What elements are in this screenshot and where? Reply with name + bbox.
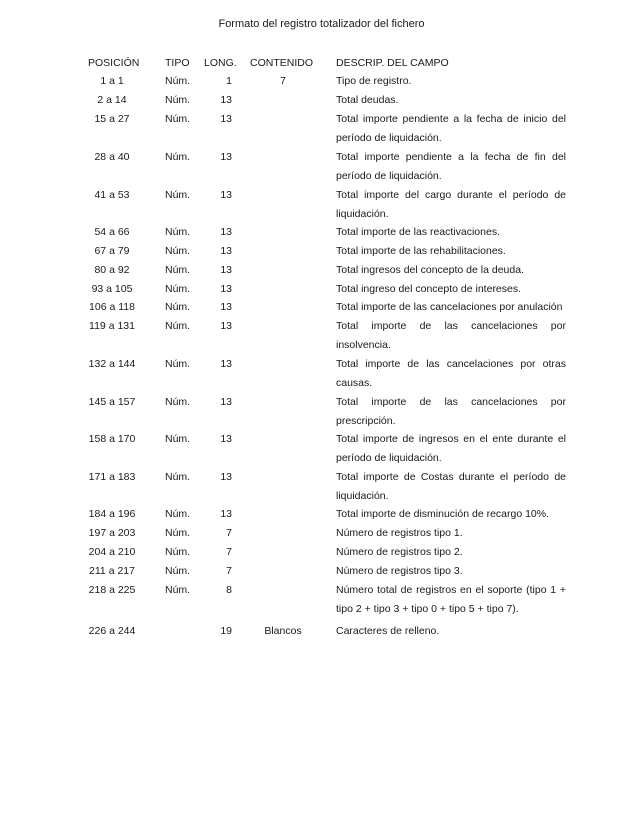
field-content: 7 (280, 75, 286, 87)
field-length: 13 (220, 94, 232, 106)
field-description: Total importe de las cancelaciones por anulación (336, 301, 563, 313)
field-type: Núm. (165, 396, 191, 408)
field-position: 1 a 1 (100, 75, 124, 87)
field-type: Núm. (165, 301, 191, 313)
field-description: Total importe de las cancelaciones por insolvencia. (336, 320, 566, 351)
field-type: Núm. (165, 358, 191, 370)
field-length: 13 (220, 471, 232, 483)
field-type: Núm. (165, 584, 191, 596)
field-description: Número de registros tipo 3. (336, 565, 463, 577)
field-description: Total importe de las reactivaciones. (336, 226, 500, 238)
field-description: Total ingreso del concepto de intereses. (336, 283, 522, 295)
field-length: 13 (220, 358, 232, 370)
field-description: Total deudas. (336, 94, 399, 106)
field-position: 211 a 217 (89, 565, 135, 577)
field-position: 226 a 244 (88, 625, 136, 637)
field-type: Núm. (165, 189, 191, 201)
header-tipo: TIPO (165, 57, 190, 69)
field-length: 13 (220, 301, 232, 313)
field-position: 106 a 118 (89, 301, 135, 313)
field-position: 184 a 196 (88, 508, 136, 520)
field-type: Núm. (165, 264, 191, 276)
header-contenido: CONTENIDO (250, 57, 313, 69)
field-description: Total importe de disminución de recargo 10%. (336, 508, 550, 520)
field-position: 171 a 183 (88, 471, 136, 483)
field-length: 7 (226, 565, 232, 577)
field-description: Total importe de las rehabilitaciones. (336, 245, 506, 257)
field-content: Blancos (264, 625, 302, 637)
field-length: 13 (220, 433, 232, 445)
field-position: 218 a 225 (88, 584, 136, 596)
field-description: Total importe del cargo durante el período de liquidación. (336, 189, 566, 220)
field-description: Total importe de las cancelaciones por prescripción. (336, 396, 566, 427)
field-length: 13 (220, 245, 232, 257)
field-length: 13 (220, 283, 232, 295)
field-position: 132 a 144 (88, 358, 136, 370)
field-length: 13 (220, 508, 232, 520)
field-type: Núm. (165, 565, 191, 577)
field-length: 1 (226, 75, 232, 87)
field-type: Núm. (165, 546, 191, 558)
field-description: Número de registros tipo 2. (336, 546, 463, 558)
field-type: Núm. (165, 527, 191, 539)
field-type: Núm. (165, 320, 191, 332)
field-length: 13 (220, 189, 232, 201)
page-title: Formato del registro totalizador del fichero (218, 18, 425, 30)
field-description: Total importe pendiente a la fecha de inicio del período de liquidación. (336, 113, 566, 144)
field-description: Total importe de ingresos en el ente durante el período de liquidación. (336, 433, 566, 464)
field-position: 158 a 170 (88, 433, 136, 445)
field-position: 54 a 66 (94, 226, 130, 238)
field-position: 197 a 203 (88, 527, 136, 539)
field-length: 13 (220, 113, 232, 125)
field-length: 8 (226, 584, 232, 596)
field-length: 7 (226, 546, 232, 558)
field-type: Núm. (165, 226, 191, 238)
field-description: Total importe de Costas durante el período de liquidación. (336, 471, 566, 502)
field-length: 13 (220, 320, 232, 332)
header-descripcion: DESCRIP. DEL CAMPO (336, 57, 449, 69)
field-description: Total ingresos del concepto de la deuda. (336, 264, 524, 276)
field-length: 19 (220, 625, 232, 637)
field-description: Caracteres de relleno. (336, 625, 440, 637)
field-position: 80 a 92 (94, 264, 130, 276)
field-type: Núm. (165, 113, 191, 125)
field-description: Número total de registros en el soporte (tipo 1 + tipo 2 + tipo 3 + tipo 0 + tipo 5 + tipo 7). (336, 584, 566, 615)
field-position: 15 a 27 (94, 113, 130, 125)
header-long: LONG. (204, 57, 237, 69)
field-position: 93 a 105 (91, 283, 133, 295)
field-length: 13 (220, 151, 232, 163)
field-position: 145 a 157 (88, 396, 136, 408)
field-description: Total importe de las cancelaciones por otras causas. (336, 358, 566, 389)
field-length: 7 (226, 527, 232, 539)
field-position: 41 a 53 (94, 189, 130, 201)
field-position: 28 a 40 (94, 151, 130, 163)
field-type: Núm. (165, 471, 191, 483)
field-type: Núm. (165, 433, 191, 445)
field-type: Núm. (165, 508, 191, 520)
field-length: 13 (220, 264, 232, 276)
field-description: Total importe pendiente a la fecha de fin del período de liquidación. (336, 151, 566, 182)
field-description: Número de registros tipo 1. (336, 527, 463, 539)
field-position: 119 a 131 (89, 320, 135, 332)
field-position: 67 a 79 (94, 245, 130, 257)
field-length: 13 (220, 396, 232, 408)
field-position: 2 a 14 (97, 94, 127, 106)
field-description: Tipo de registro. (336, 75, 412, 87)
field-length: 13 (220, 226, 232, 238)
field-position: 204 a 210 (88, 546, 136, 558)
field-type: Núm. (165, 75, 191, 87)
header-posicion: POSICIÓN (88, 57, 140, 69)
field-type: Núm. (165, 94, 191, 106)
field-type: Núm. (165, 245, 191, 257)
field-type: Núm. (165, 151, 191, 163)
field-type: Núm. (165, 283, 191, 295)
